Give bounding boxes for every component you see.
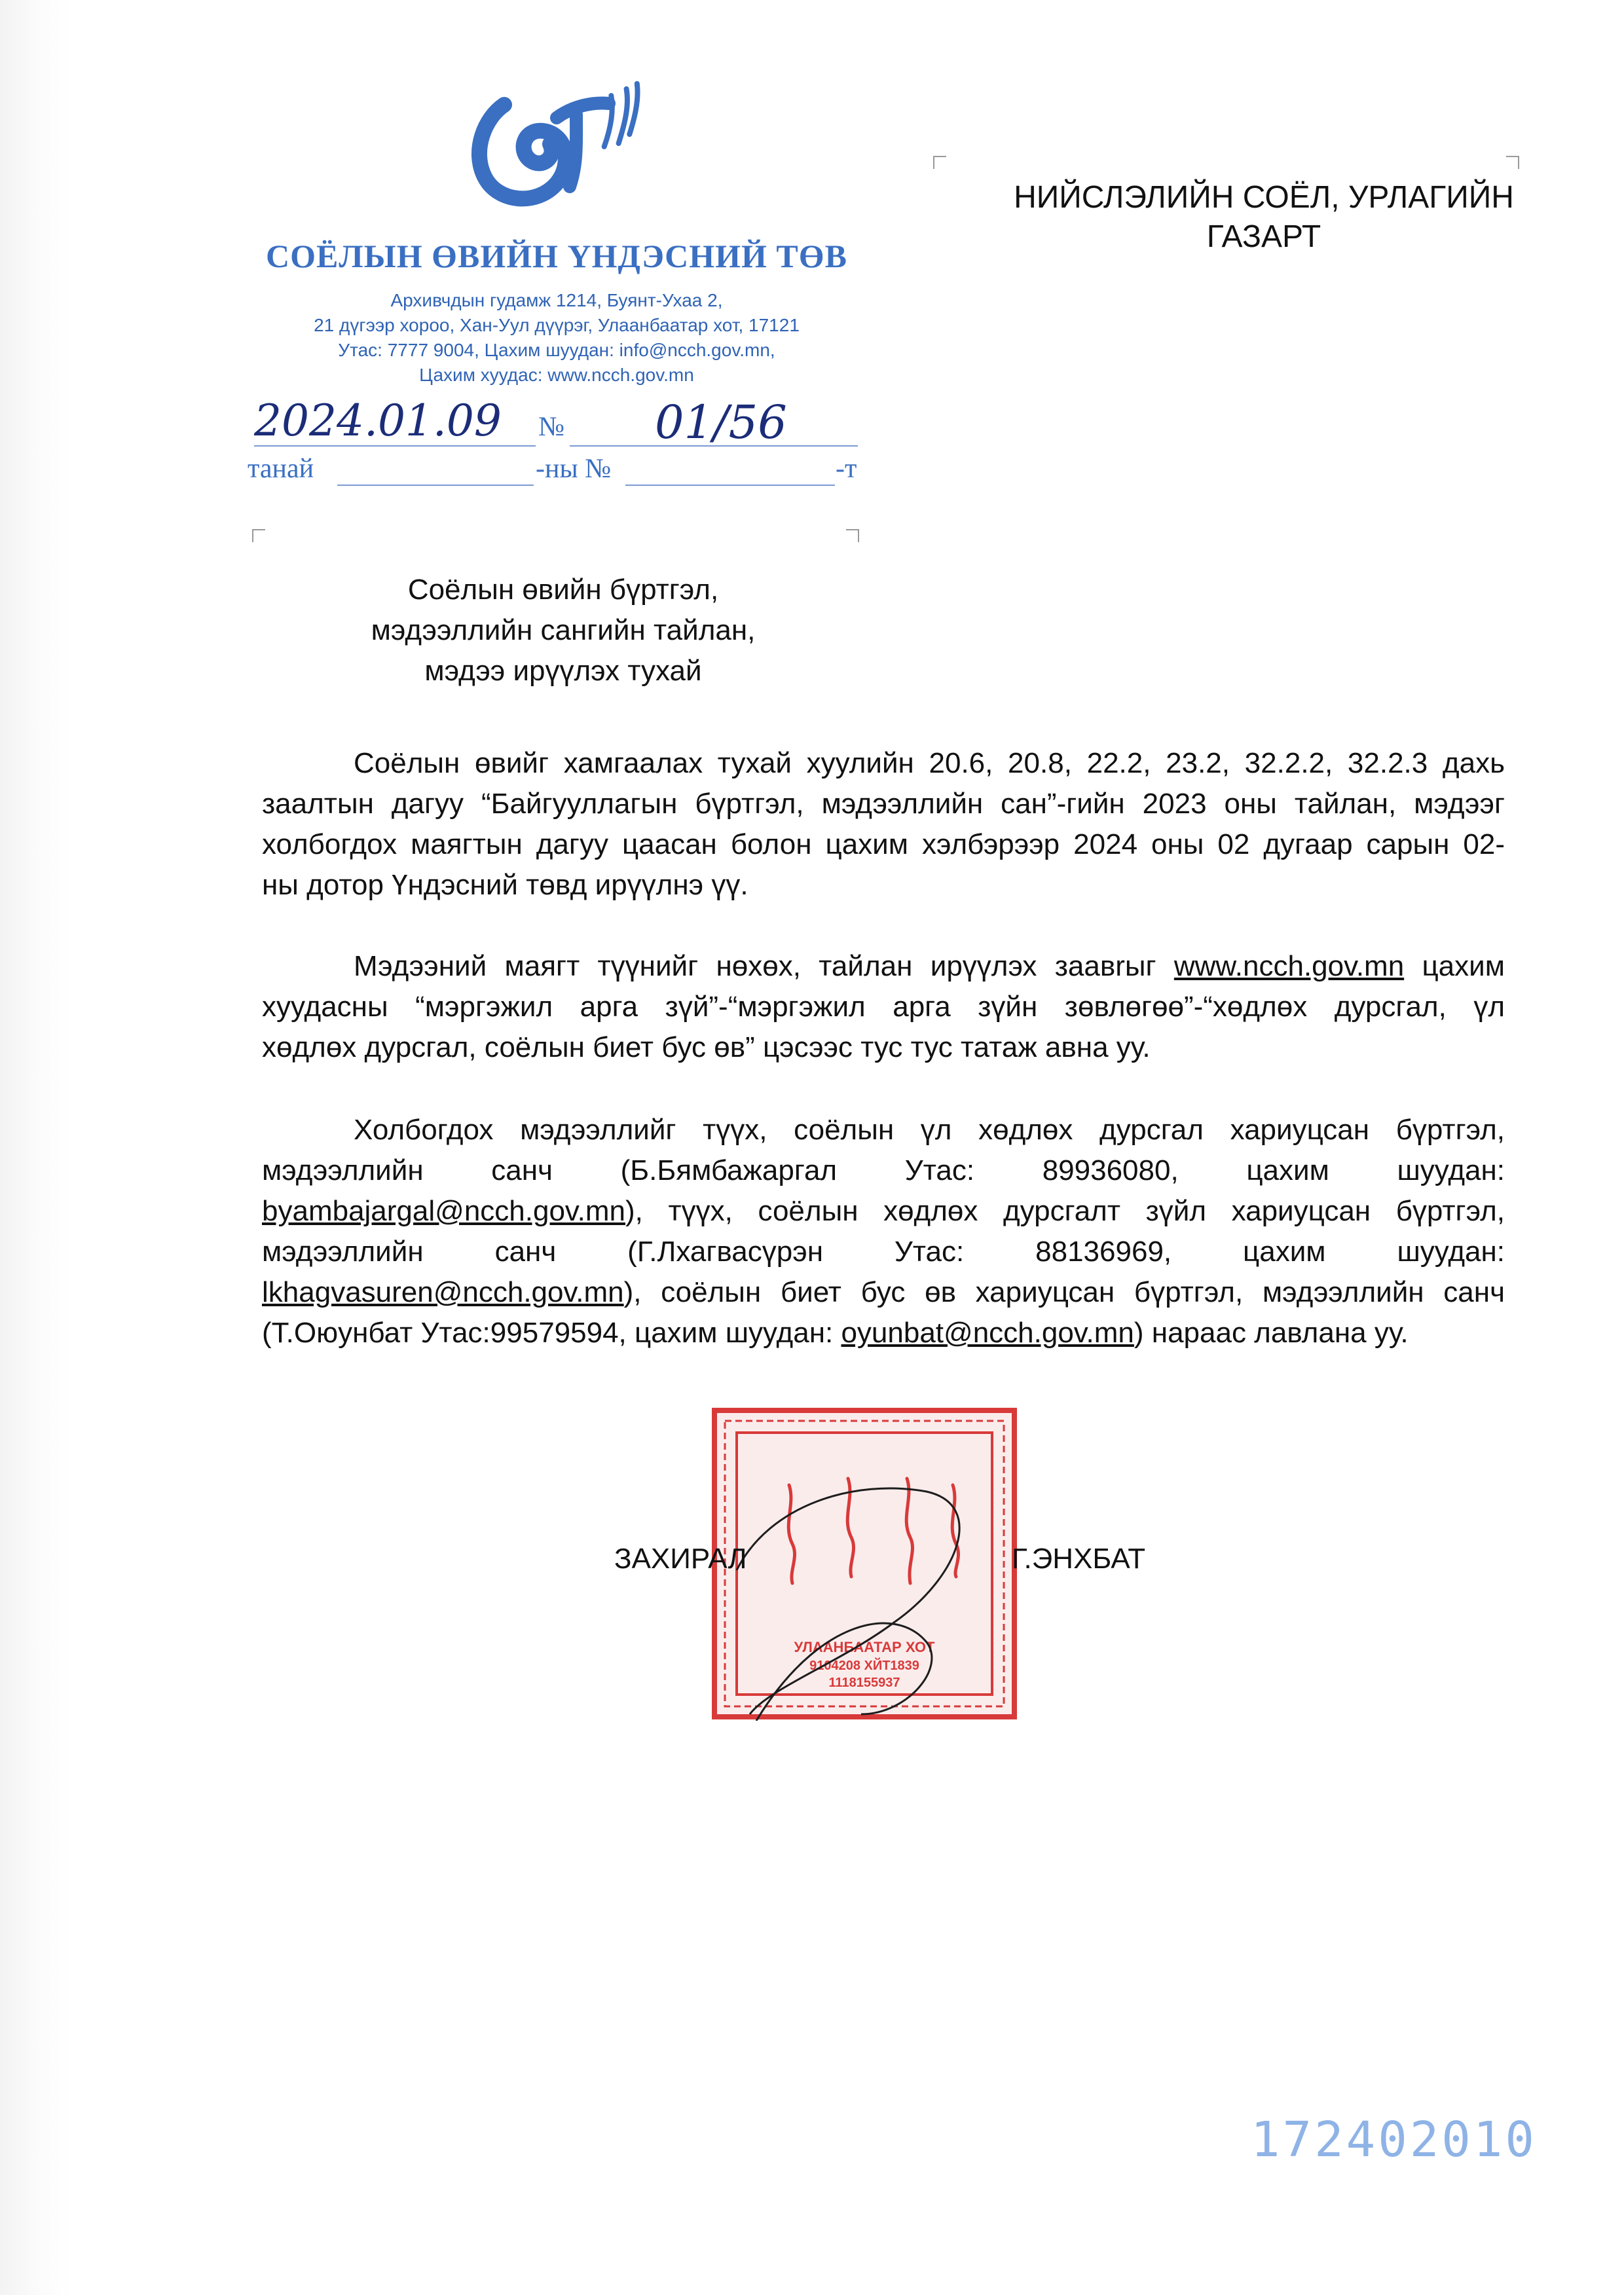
body-paragraph-2 (262, 946, 1505, 1068)
website-link[interactable]: www.ncch.gov.mn (1173, 950, 1405, 982)
paragraph-line: Соёлын өвийг хамгаалах тухай хуулийн 20.6, 20.8, 22.2, 23.2, 32.2.2, 32.2.3 дахь (354, 747, 1505, 779)
subject (288, 570, 838, 691)
address-line-4: Цахим хуудас: www.ncch.gov.mn (419, 365, 694, 385)
paragraph-line: ны дотор Үндэсний төвд ирүүлнэ үү. (262, 869, 748, 901)
address-line-1: Архивчдын гудамж 1214, Буянт-Ухаа 2, (390, 290, 723, 310)
official-seal-stamp (710, 1406, 1018, 1721)
addressee-line-1: НИЙСЛЭЛИЙН СОЁЛ, УРЛАГИЙН (1014, 180, 1514, 215)
stamp-codes: 9104208 ХЙТ1839 (809, 1659, 919, 1673)
addressee-line-2: ГАЗАРТ (1206, 219, 1321, 254)
address-line-3: Утас: 7777 9004, Цахим шуудан: info@ncch.gov.mn, (338, 340, 775, 360)
corner-mark (252, 529, 265, 542)
corner-mark (933, 156, 946, 169)
t-label: -т (836, 454, 857, 484)
stamp-city: УЛААНБААТАР ХОТ (794, 1639, 935, 1655)
subject-line-3: мэдээ ирүүлэх тухай (424, 655, 702, 687)
number-label: № (538, 412, 565, 442)
paragraph-line: lkhagvasuren@ncch.gov.mn), соёлын биет бус өв хариуцсан бүртгэл, мэдээллийн санч (262, 1276, 1505, 1308)
handwritten-number: 01/56 (655, 395, 787, 449)
paragraph-line: хуудасны “мэргэжил арга зүй”-“мэргэжил арга зүйн зөвлөгөө”-“хөдлөх дурсгал, үл (262, 991, 1505, 1023)
body-paragraph-3 (262, 1110, 1505, 1353)
email-link-lkhagvasuren[interactable]: lkhagvasuren@ncch.gov.mn (262, 1276, 624, 1308)
paragraph-line: (Т.Оюунбат Утас:99579594, цахим шуудан: oyunbat@ncch.gov.mn) нараас лавлана уу. (262, 1317, 1409, 1349)
paragraph-line: хөдлөх дурсгал, соёлын биет бус өв” цэсээс тус тус татаж авна уу. (262, 1031, 1151, 1063)
corner-mark (846, 529, 859, 542)
handwritten-date: 2024.01.09 (254, 395, 502, 446)
paragraph-line: мэдээллийн санч (Б.Бямбажаргал Утас: 89936080, цахим шуудан: (262, 1154, 1505, 1186)
subject-line-1: Соёлын өвийн бүртгэл, (407, 574, 719, 606)
ny-no-underline (625, 485, 835, 486)
corner-mark (1506, 156, 1519, 169)
stamp-number: 1118155937 (828, 1676, 900, 1690)
paragraph-line: заалтын дагуу “Байгууллагын бүртгэл, мэдээллийн сан”-гийн 2023 оны тайлан, мэдээг (262, 788, 1505, 820)
body-paragraph-1 (262, 743, 1505, 906)
date-underline (254, 445, 536, 447)
ncch-logo-icon (458, 79, 655, 216)
organization-name: СОЁЛЫН ӨВИЙН ҮНДЭСНИЙ ТӨВ (266, 238, 847, 274)
ny-no-label: -ны № (536, 454, 612, 484)
signatory-title: ЗАХИРАЛ (614, 1543, 747, 1575)
email-link-byambajargal[interactable]: byambajargal@ncch.gov.mn (262, 1195, 626, 1227)
paragraph-line: мэдээллийн санч (Г.Лхагвасүрэн Утас: 88136969, цахим шуудан: (262, 1236, 1505, 1268)
addressee (969, 178, 1559, 257)
email-link-oyunbat[interactable]: oyunbat@ncch.gov.mn (841, 1317, 1134, 1349)
registration-number: 172402010 (1251, 2112, 1537, 2168)
paragraph-line: byambajargal@ncch.gov.mn), түүх, соёлын хөдлөх дурсгалт зүйл хариуцсан бүртгэл, (262, 1195, 1505, 1227)
number-underline (570, 445, 858, 447)
paragraph-line: Холбогдох мэдээллийг түүх, соёлын үл хөдлөх дурсгал хариуцсан бүртгэл, (354, 1114, 1505, 1146)
tanai-underline (337, 485, 534, 486)
paragraph-line: Мэдээний маягт түүнийг нөхөх, тайлан ирүүлэх заавrыг www.ncch.gov.mn цахим (354, 950, 1505, 982)
paragraph-line: холбогдох маягтын дагуу цаасан болон цахим хэлбэрээр 2024 оны 02 дугаар сарын 02- (262, 828, 1505, 860)
signatory-name: Г.ЭНХБАТ (1012, 1543, 1146, 1575)
address-line-2: 21 дүгээр хороо, Хан-Уул дүүрэг, Улаанбаатар хот, 17121 (314, 315, 800, 335)
subject-line-2: мэдээллийн сангийн тайлан, (371, 614, 756, 646)
tanai-label: танай (248, 454, 314, 484)
